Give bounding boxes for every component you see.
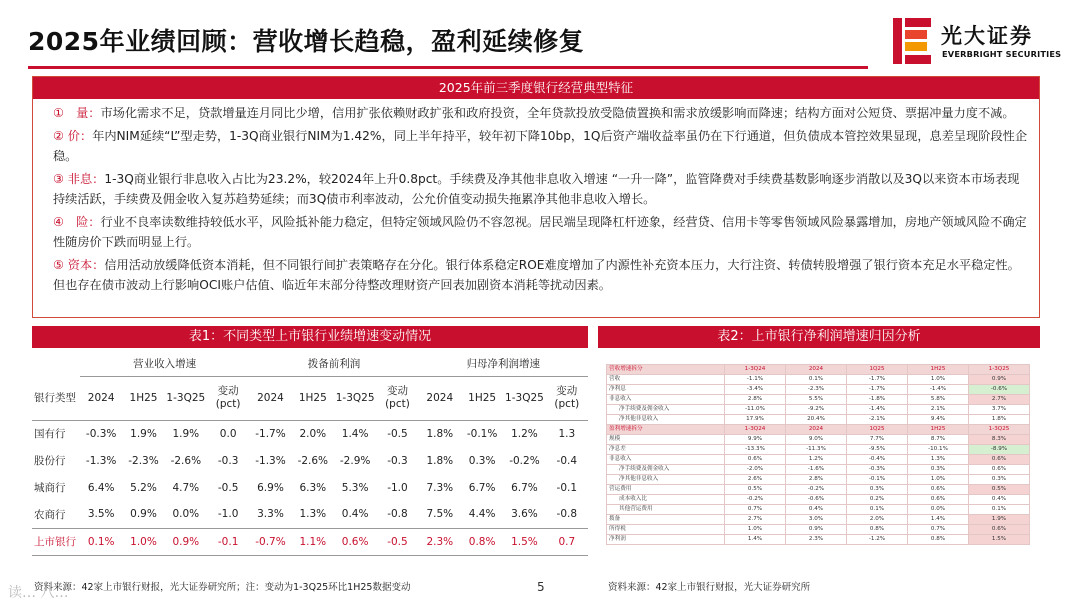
table2-header-cell: 2024	[786, 365, 847, 375]
table-cell: -1.3%	[255, 454, 286, 467]
table2-row-label: 所得税	[607, 525, 725, 535]
row-label: 上市银行	[32, 528, 80, 555]
table-cell: -2.6%	[297, 454, 329, 467]
group-header-ppop: 拨备前利润	[249, 352, 418, 376]
table2-cell: -1.4%	[847, 405, 908, 415]
table2-cell: 0.6%	[908, 485, 969, 495]
table2-cell: -13.3%	[725, 445, 786, 455]
table2-cell: 2.7%	[969, 395, 1030, 405]
table2-cell: 2.3%	[786, 535, 847, 545]
table2-row	[607, 525, 1030, 535]
table-cell: -0.2%	[509, 454, 540, 467]
summary-item-capital	[53, 255, 1029, 296]
table2-cell: 9.0%	[786, 435, 847, 445]
logo-cn-text: 光大证券	[941, 24, 1033, 48]
table-cell: 1.5%	[503, 528, 545, 555]
table-row	[32, 501, 588, 528]
table2-cell: 3.0%	[786, 515, 847, 525]
title-divider	[28, 66, 868, 69]
table-cell: 0.6%	[334, 528, 376, 555]
table2-cell: -0.6%	[969, 385, 1030, 395]
table-cell: 6.9%	[257, 481, 284, 494]
table2-row-label: 净利息	[607, 385, 725, 395]
item-text: 市场化需求不足，贷款增量连月同比少增，信用扩张依赖财政扩张和政府投资，全年贷款投放受隐债置换和需求放缓影响而降速；结构方面对公短贷、票据冲量力度不减。	[100, 106, 1015, 120]
item-tag: ① 量：	[53, 106, 101, 120]
table2-cell: -10.1%	[908, 445, 969, 455]
summary-box	[32, 76, 1040, 318]
table-cell: 0.8%	[461, 528, 503, 555]
table-cell: -0.8	[387, 508, 408, 521]
table2-cell: -0.2%	[786, 485, 847, 495]
item-text: 1-3Q商业银行非息收入占比为23.2%，较2024年上升0.8pct。手续费及净其他非息收入增速 “一升一降”，监管降费对手续费基数影响逐步消散以及3Q以来资本市场表现持续活跃，手续费及佣金收入复苏趋势延续；而3Q债市利率波动，公允价值变动损失拖累净其他非息收入增长。	[53, 171, 1020, 206]
table-cell: 7.5%	[426, 508, 454, 521]
table2-row	[607, 505, 1030, 515]
table-cell: 6.7%	[511, 481, 538, 494]
table2-cell: 0.6%	[908, 495, 969, 505]
table-cell: 0.1%	[80, 528, 122, 555]
company-logo	[893, 18, 1068, 66]
table2-cell: 1.5%	[969, 535, 1030, 545]
table2-cell: 17.9%	[725, 415, 786, 425]
table2-row	[607, 465, 1030, 475]
row-header: 银行类型	[32, 376, 80, 420]
table2-cell: 0.9%	[969, 375, 1030, 385]
item-tag: ⑤ 资本：	[53, 257, 105, 272]
table2-section-header	[607, 365, 1030, 375]
table-cell: 1.8%	[426, 427, 454, 440]
table2-cell: 20.4%	[786, 415, 847, 425]
table-cell: 3.3%	[257, 508, 284, 521]
table2-row	[607, 475, 1030, 485]
subcol-header: 1-3Q25	[334, 376, 376, 420]
table2-cell: -1.8%	[847, 395, 908, 405]
table2-header-cell: 1Q25	[847, 365, 908, 375]
table-cell: -0.1%	[466, 427, 498, 440]
table2-header-cell: 1-3Q24	[725, 425, 786, 435]
table1-source: 资料来源：42家上市银行财报，光大证券研究所；注：变动为1-3Q25环比1H25数据变动	[34, 582, 411, 593]
table2-cell: -0.1%	[847, 475, 908, 485]
table2-cell: -0.4%	[847, 455, 908, 465]
table2-cell: 1.3%	[908, 455, 969, 465]
subcol-header: 2024	[80, 376, 122, 420]
table2-row	[607, 395, 1030, 405]
group-header-net-profit: 归母净利润增速	[419, 352, 588, 376]
table2-header-cell: 1H25	[908, 425, 969, 435]
table-cell: 2.3%	[419, 528, 461, 555]
table-cell: -2.6%	[170, 454, 202, 467]
table-cell: 0.9%	[165, 528, 207, 555]
table-cell: 1.1%	[292, 528, 334, 555]
table-cell: 0.0	[219, 427, 237, 440]
table-cell: 2.0%	[299, 427, 327, 440]
table-cell: 1.4%	[341, 427, 369, 440]
table2-cell: 0.6%	[725, 455, 786, 465]
table2-cell: -1.4%	[908, 385, 969, 395]
table-cell: 0.9%	[130, 508, 157, 521]
table1-bank-growth	[32, 352, 588, 556]
table-cell: -1.0	[387, 481, 408, 494]
table2-cell: 2.8%	[725, 395, 786, 405]
summary-item-risk	[53, 212, 1029, 253]
table-cell: 1.2%	[511, 427, 538, 440]
table2-row-label: 其他营运费用	[607, 505, 725, 515]
table2-cell: -2.1%	[847, 415, 908, 425]
table-cell: -0.5	[217, 481, 239, 494]
table-cell: -0.8	[556, 508, 578, 521]
row-label: 国有行	[34, 428, 66, 441]
table2-cell: 2.8%	[786, 475, 847, 485]
item-text: 行业不良率读数维持较低水平，风险抵补能力稳定，但特定领域风险仍不容忽视。居民端呈现降杠杆迹象，经营贷、信用卡等零售领域风险暴露增加，房地产领域风险不确定性随房价下跌而明显上行。	[53, 214, 1027, 249]
logo-en-text: EVERBRIGHT SECURITIES	[942, 49, 1062, 59]
table2-cell: 0.5%	[725, 485, 786, 495]
table2-header-cell: 2024	[786, 425, 847, 435]
table2-cell: 1.2%	[786, 455, 847, 465]
table2-cell: -0.3%	[847, 465, 908, 475]
table2-cell: -8.9%	[969, 445, 1030, 455]
table-cell: 1.8%	[426, 454, 454, 467]
table2-cell: -0.2%	[725, 495, 786, 505]
row-label: 城商行	[34, 482, 66, 494]
subcol-header: 1H25	[292, 376, 334, 420]
table2-cell: 1.4%	[725, 535, 786, 545]
table2-cell: 0.3%	[908, 465, 969, 475]
table2-cell: -1.1%	[725, 375, 786, 385]
table2-cell: 2.6%	[725, 475, 786, 485]
table2-cell: -0.6%	[786, 495, 847, 505]
subcol-header: 2024	[419, 376, 461, 420]
table-cell: -1.3%	[85, 454, 117, 467]
table2-cell: -9.2%	[786, 405, 847, 415]
table2-cell: 1.0%	[908, 475, 969, 485]
table2-row	[607, 385, 1030, 395]
item-tag: ③ 非息：	[53, 171, 105, 186]
summary-item-price	[53, 126, 1029, 167]
table2-cell: -2.3%	[786, 385, 847, 395]
table2-section-header	[607, 425, 1030, 435]
table-cell: -1.0	[217, 508, 239, 521]
table2-cell: 0.4%	[969, 495, 1030, 505]
table2-attribution	[606, 364, 1030, 560]
table2-row	[607, 495, 1030, 505]
everbright-logo-icon	[893, 18, 933, 64]
table2-row-label: 净手续费及佣金收入	[607, 405, 725, 415]
table-cell: 1.3%	[299, 508, 327, 521]
table-cell: 0.7	[546, 528, 588, 555]
table2-row	[607, 455, 1030, 465]
table2-cell: 0.5%	[969, 485, 1030, 495]
table2-row-label: 营运费用	[607, 485, 725, 495]
table-cell: 6.7%	[468, 481, 496, 494]
watermark: 读… 八…	[8, 585, 69, 601]
table2-row-label: 净手续费及佣金收入	[607, 465, 725, 475]
table-cell: 5.2%	[130, 481, 157, 494]
subcol-header: 1H25	[122, 376, 164, 420]
summary-heading: 2025年前三季度银行经营典型特征	[33, 77, 1039, 99]
item-tag: ② 价：	[53, 128, 93, 143]
table2-row	[607, 415, 1030, 425]
table2-header-cell: 1-3Q25	[969, 365, 1030, 375]
table-cell: 0.0%	[172, 508, 200, 521]
table1-body	[32, 420, 588, 555]
table-row	[32, 474, 588, 501]
table2-header-cell: 营收增速拆分	[607, 365, 725, 375]
table2-cell: -2.0%	[725, 465, 786, 475]
table2-cell: 0.9%	[786, 525, 847, 535]
table2-header-cell: 1-3Q25	[969, 425, 1030, 435]
row-label: 农商行	[34, 508, 66, 521]
table2-row-label: 规模	[607, 435, 725, 445]
table-cell: 0.4%	[341, 508, 369, 521]
table2-row	[607, 445, 1030, 455]
table2-grid	[606, 364, 1030, 545]
table2-header-cell: 1-3Q24	[725, 365, 786, 375]
table2-row-label: 净其他非息收入	[607, 415, 725, 425]
table2-cell: -9.5%	[847, 445, 908, 455]
table-cell: 4.4%	[468, 508, 496, 521]
table-cell: -0.3	[217, 454, 239, 467]
table-cell: 4.7%	[172, 481, 200, 494]
table2-row	[607, 405, 1030, 415]
subcol-header: 变动 (pct)	[376, 376, 418, 420]
table2-cell: 3.7%	[969, 405, 1030, 415]
table2-cell: 0.7%	[725, 505, 786, 515]
table2-source: 资料来源：42家上市银行财报，光大证券研究所	[608, 582, 811, 593]
table2-cell: 0.6%	[969, 465, 1030, 475]
table-cell: -0.3	[387, 454, 408, 467]
table2-row-label: 净利润	[607, 535, 725, 545]
table-row	[32, 528, 588, 555]
table2-cell: 0.8%	[847, 525, 908, 535]
table2-cell: -11.3%	[786, 445, 847, 455]
item-text: 信用活动放缓降低资本消耗，但不同银行间扩表策略存在分化。银行体系稳定ROE难度增加了内源性补充资本压力，大行注资、转债转股增强了银行资本充足水平稳定性。但也存在债市波动上行影响OCI账户估值、临近年末部分待整改理财资产回表加剧资本消耗等扰动因素。	[53, 257, 1020, 292]
subcol-header: 1-3Q25	[503, 376, 545, 420]
item-tag: ④ 险：	[53, 214, 101, 229]
table2-cell: 1.8%	[969, 415, 1030, 425]
table2-row-label: 净息差	[607, 445, 725, 455]
table2-cell: 5.8%	[908, 395, 969, 405]
table2-cell: -11.0%	[725, 405, 786, 415]
table2-cell: 2.7%	[725, 515, 786, 525]
row-label: 股份行	[34, 455, 66, 467]
table2-cell: 0.7%	[908, 525, 969, 535]
table2-row	[607, 535, 1030, 545]
table-cell: -0.1	[556, 481, 578, 494]
table-cell: 7.3%	[426, 481, 454, 494]
table-cell: 0.3%	[468, 454, 496, 467]
page-title: 2025年业绩回顾：营收增长趋稳，盈利延续修复	[28, 27, 585, 56]
subcol-header: 2024	[249, 376, 291, 420]
table2-cell: 0.3%	[847, 485, 908, 495]
summary-list	[33, 99, 1039, 296]
table1-title: 表1：不同类型上市银行业绩增速变动情况	[32, 326, 588, 348]
table-cell: 3.6%	[511, 508, 538, 521]
table2-cell: 2.0%	[847, 515, 908, 525]
table2-row	[607, 435, 1030, 445]
table-cell: 1.9%	[172, 427, 200, 440]
table2-row-label: 净其他非息收入	[607, 475, 725, 485]
table2-cell: 0.1%	[969, 505, 1030, 515]
summary-item-volume	[53, 103, 1029, 124]
table-cell: -2.9%	[339, 454, 371, 467]
table2-header-cell: 1H25	[908, 365, 969, 375]
table-cell: 6.3%	[299, 481, 327, 494]
table2-cell: 0.6%	[969, 455, 1030, 465]
table2-cell: -1.7%	[847, 375, 908, 385]
table2-header-cell: 1Q25	[847, 425, 908, 435]
table2-row-label: 非息收入	[607, 455, 725, 465]
table-row	[32, 420, 588, 447]
table2-cell: 9.9%	[725, 435, 786, 445]
table2-cell: 1.0%	[908, 375, 969, 385]
table-cell: -0.7%	[249, 528, 291, 555]
table2-cell: 8.3%	[969, 435, 1030, 445]
table-cell: -0.5	[376, 528, 418, 555]
table2-title: 表2：上市银行净利润增速归因分析	[598, 326, 1040, 348]
table2-cell: 0.4%	[786, 505, 847, 515]
subcol-header: 变动 (pct)	[207, 376, 249, 420]
subcol-header: 1H25	[461, 376, 503, 420]
table2-cell: 8.7%	[908, 435, 969, 445]
table-cell: 6.4%	[87, 481, 115, 494]
empty-cell	[32, 352, 80, 376]
table2-cell: -1.6%	[786, 465, 847, 475]
table2-cell: -1.2%	[847, 535, 908, 545]
table-cell: 5.3%	[341, 481, 369, 494]
table2-row	[607, 485, 1030, 495]
table-cell: 1.3	[558, 427, 576, 440]
table-cell: -0.5	[387, 427, 408, 440]
page-number: 5	[537, 580, 545, 594]
table-cell: 1.9%	[130, 427, 157, 440]
subcol-header: 1-3Q25	[165, 376, 207, 420]
table2-cell: 5.5%	[786, 395, 847, 405]
table2-row	[607, 515, 1030, 525]
table-cell: -1.7%	[255, 427, 286, 440]
group-header-revenue: 营业收入增速	[80, 352, 249, 376]
table2-cell: 1.4%	[908, 515, 969, 525]
table-cell: -2.3%	[128, 454, 159, 467]
table2-cell: 9.4%	[908, 415, 969, 425]
table-cell: -0.1	[207, 528, 249, 555]
table2-row-label: 成本收入比	[607, 495, 725, 505]
table-row	[32, 447, 588, 474]
table-cell: -0.4	[556, 454, 578, 467]
table2-row	[607, 375, 1030, 385]
table2-cell: -3.4%	[725, 385, 786, 395]
table2-cell: 0.0%	[908, 505, 969, 515]
table2-row-label: 营收	[607, 375, 725, 385]
table2-cell: 0.1%	[786, 375, 847, 385]
table2-cell: 2.1%	[908, 405, 969, 415]
table2-cell: 1.9%	[969, 515, 1030, 525]
table2-cell: 0.3%	[969, 475, 1030, 485]
table2-row-label: 拨备	[607, 515, 725, 525]
table2-cell: 7.7%	[847, 435, 908, 445]
item-text: 年内NIM延续“L”型走势，1-3Q商业银行NIM为1.42%，同上半年持平，较年初下降10bp，1Q后资产端收益率虽仍在下行通道，但负债成本管控效果显现，息差呈现阶段性企稳。	[53, 128, 1028, 163]
table2-header-cell: 盈利增速拆分	[607, 425, 725, 435]
subcol-header: 变动 (pct)	[546, 376, 588, 420]
table2-row-label: 非息收入	[607, 395, 725, 405]
table2-cell: 0.6%	[969, 525, 1030, 535]
table2-cell: 0.2%	[847, 495, 908, 505]
table2-cell: 0.8%	[908, 535, 969, 545]
table2-cell: -1.7%	[847, 385, 908, 395]
table2-cell: 1.0%	[725, 525, 786, 535]
table-cell: 1.0%	[122, 528, 164, 555]
table2-cell: 0.1%	[847, 505, 908, 515]
summary-item-non-interest	[53, 169, 1029, 210]
table-cell: -0.3%	[85, 427, 117, 440]
table-cell: 3.5%	[87, 508, 115, 521]
